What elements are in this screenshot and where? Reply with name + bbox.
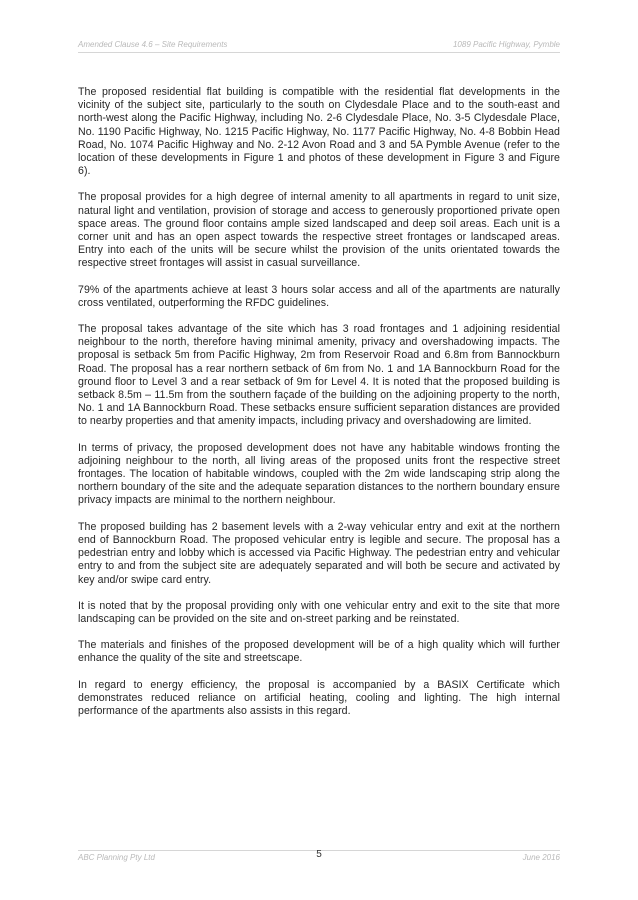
page-footer (78, 849, 560, 863)
paragraph-solar-access: 79% of the apartments achieve at least 3 hours solar access and all of the apartments are naturally cross ventilated, outperforming the RFDC guidelines. (78, 283, 560, 309)
document-body (78, 86, 560, 731)
header-divider (78, 52, 560, 53)
paragraph-energy-efficiency: In regard to energy efficiency, the proposal is accompanied by a BASIX Certificate which demonstrates reduced reliance on artificial heating, cooling and lighting. The high internal performance of the apartments also assists in this regard. (78, 678, 560, 717)
paragraph-compatibility: The proposed residential flat building is compatible with the residential flat developments in the vicinity of the subject site, particularly to the south on Clydesdale Place and to the south-east and north-west along the Pacific Highway, including No. 2-6 Clydesdale Place, No. 3-5 Clydesdale Place, No. 1190 Pacific Highway, No. 1215 Pacific Highway, No. 1177 Pacific Highway, No. 4-8 Bobbin Head Road, No. 1074 Pacific Highway and No. 2-12 Avon Road and 3 and 5A Pymble Avenue (refer to the location of these developments in Figure 1 and photos of these development in Figure 3 and Figure 6). (78, 86, 560, 178)
paragraph-materials: The materials and finishes of the proposed development will be of a high quality which will further enhance the quality of the site and streetscape. (78, 639, 560, 665)
paragraph-setbacks: The proposal takes advantage of the site which has 3 road frontages and 1 adjoining residential neighbour to the north, therefore having minimal amenity, privacy and overshadowing impacts. The proposal is setback 5m from Pacific Highway, 2m from Reservoir Road and 6.8m from Bannockburn Road. The proposal has a rear northern setback of 6m from No. 1 and 1A Bannockburn Road for the ground floor to Level 3 and a rear setback of 9m for Level 4. It is noted that the proposed building is setback 8.5m – 11.5m from the southern façade of the building on the adjoining property to the north, No. 1 and 1A Bannockburn Road. These setbacks ensure sufficient separation distances are provided to nearby properties and that amenity impacts, including privacy and overshadowing are limited. (78, 323, 560, 428)
page-number: 5 (316, 849, 322, 860)
footer-date: June 2016 (522, 853, 560, 862)
paragraph-basement-access: The proposed building has 2 basement levels with a 2-way vehicular entry and exit at the northern end of Bannockburn Road. The proposed vehicular entry is legible and secure. The proposal has a pedestrian entry and lobby which is accessed via Pacific Highway. The pedestrian entry and vehicular entry to and from the subject site are adequately separated and will both be secure and activated by key and/or swipe card entry. (78, 520, 560, 586)
header-site-address: 1089 Pacific Highway, Pymble (452, 40, 560, 49)
header-document-title: Amended Clause 4.6 – Site Requirements (78, 40, 228, 49)
footer-company: ABC Planning Pty Ltd (78, 853, 155, 862)
paragraph-landscaping: It is noted that by the proposal providing only with one vehicular entry and exit to the site that more landscaping can be provided on the site and on-street parking and be reinstated. (78, 599, 560, 625)
paragraph-internal-amenity: The proposal provides for a high degree of internal amenity to all apartments in regard to unit size, natural light and ventilation, provision of storage and access to generously proportioned private open space areas. The ground floor contains ample sized landscaped and deep soil areas. Each unit is a corner unit and has an open aspect towards the respective street frontages or landscaped areas. Entry into each of the units will be secure whilst the provision of the units orientated towards the respective street frontages will assist in casual surveillance. (78, 191, 560, 270)
paragraph-privacy: In terms of privacy, the proposed development does not have any habitable windows fronting the adjoining neighbour to the north, all living areas of the proposed units front the respective street frontages. The location of habitable windows, coupled with the 2m wide landscaping strip along the northern boundary of the site and the adequate separation distances to the northern boundary ensure privacy impacts are minimal to the northern neighbour. (78, 441, 560, 507)
